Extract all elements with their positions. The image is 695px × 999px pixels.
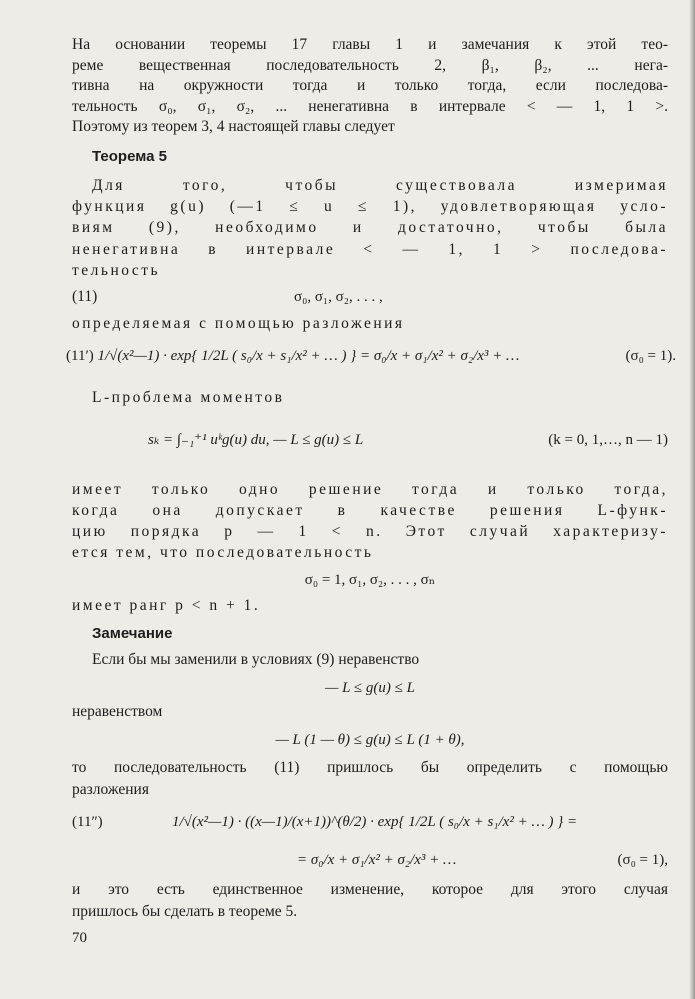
page-edge-shadow	[689, 0, 695, 999]
inequality-1: — L ≤ g(u) ≤ L	[325, 680, 415, 696]
equation-condition: (σ₀ = 1),	[617, 852, 668, 868]
page-number: 70	[72, 930, 87, 946]
inequality-2: — L (1 — θ) ≤ g(u) ≤ L (1 + θ),	[275, 732, 465, 748]
equation-11-double-prime	[72, 812, 668, 832]
text-line: то последовательность (11) пришлось бы определить с помощью	[72, 759, 668, 776]
text-line: тивна на окружности тогда и только тогда, если последова-	[72, 77, 668, 94]
sequence-equation: σ₀ = 1, σ₁, σ₂, . . . , σₙ	[304, 572, 436, 588]
text-line: имеет только одно решение тогда и только тогда,	[72, 481, 668, 498]
remark-title: Замечание	[92, 625, 173, 642]
text-line: функция g(u) (—1 ≤ u ≤ 1), удовлетворяющая усло-	[72, 198, 668, 215]
text-line: и это есть единственное изменение, которое для этого случая	[72, 881, 668, 898]
equation-condition: (σ₀ = 1).	[625, 348, 676, 364]
text-line: тельность σ₀, σ₁, σ₂, ... ненегативна в интервале < — 1, 1 >.	[72, 98, 668, 115]
text-line: ненегативна в интервале < — 1, 1 > последова-	[72, 241, 668, 258]
text-line: определяемая с помощью разложения	[72, 315, 405, 332]
text-line: пришлось бы сделать в теореме 5.	[72, 903, 298, 920]
text-line: когда она допускает в качестве решения L-функ-	[72, 502, 668, 519]
text-line: виям (9), необходимо и достаточно, чтобы была	[72, 219, 668, 236]
equation-body: sₖ = ∫₋₁⁺¹ uᵏg(u) du, — L ≤ g(u) ≤ L	[148, 432, 364, 448]
equation-body-line1: 1/√(x²—1) · ((x—1)/(x+1))^(θ/2) · exp{ 1/2L ( s₀/x + s₁/x² + … ) } =	[172, 814, 578, 830]
equation-11-prime	[66, 346, 676, 366]
equation-label: (11′)	[66, 348, 94, 364]
text-line: ется тем, что последовательность	[72, 544, 374, 561]
moment-equation	[148, 430, 668, 450]
equation-body-line2: = σ₀/x + σ₁/x² + σ₂/x³ + …	[297, 852, 457, 868]
text-line: Поэтому из теорем 3, 4 настоящей главы следует	[72, 118, 395, 135]
text-line: L-проблема моментов	[92, 389, 285, 406]
text-line: цию порядка p — 1 < n. Этот случай характеризу-	[72, 523, 668, 540]
theorem-title: Теорема 5	[92, 148, 167, 165]
equation-body: 1/√(x²—1) · exp{ 1/2L ( s₀/x + s₁/x² + … ) } = σ₀/x + σ₁/x² + σ₂/x³ + …	[97, 348, 520, 364]
equation-body: σ₀, σ₁, σ₂, . . . ,	[294, 289, 383, 305]
text-line: неравенством	[72, 703, 163, 720]
text-line: тельность	[72, 262, 161, 279]
equation-label: (11″)	[72, 814, 103, 830]
text-line: реме вещественная последовательность 2, β₁, β₂, ... нега-	[72, 57, 668, 74]
text-line: разложения	[72, 781, 149, 798]
equation-11	[72, 287, 668, 307]
text-line: имеет ранг p < n + 1.	[72, 597, 261, 614]
text-line: Для того, чтобы существовала измеримая	[92, 177, 668, 194]
text-line: На основании теоремы 17 главы 1 и замечания к этой тео-	[72, 36, 668, 53]
equation-label: (11)	[72, 288, 98, 305]
text-line: Если бы мы заменили в условиях (9) неравенство	[92, 651, 420, 668]
equation-condition: (k = 0, 1,…, n — 1)	[548, 432, 668, 448]
